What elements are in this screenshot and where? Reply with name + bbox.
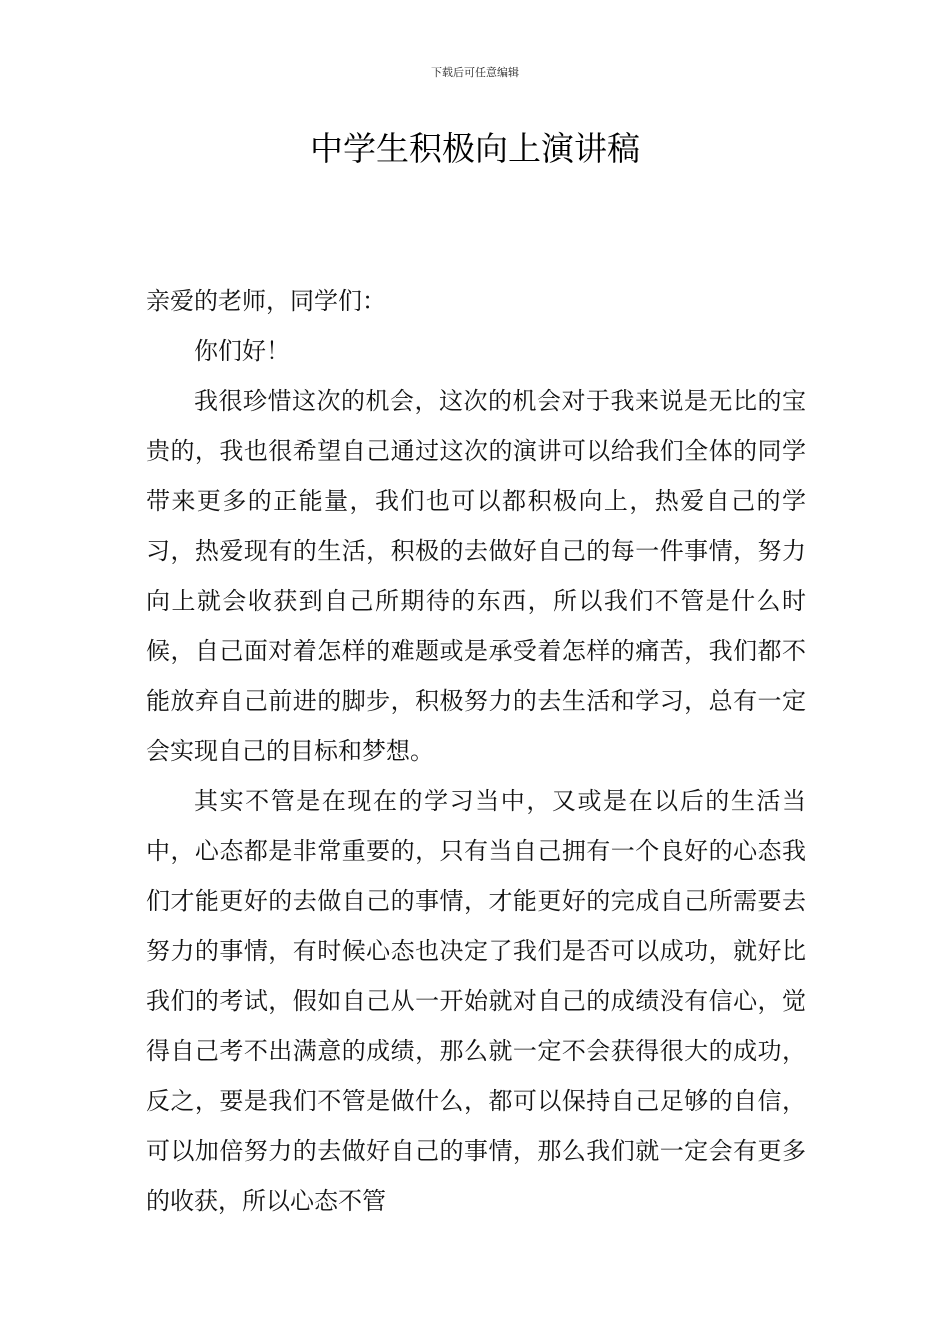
document-body xyxy=(146,276,806,1226)
salutation: 亲爱的老师，同学们： xyxy=(146,287,386,315)
paragraph-1: 我很珍惜这次的机会，这次的机会对于我来说是无比的宝贵的，我也很希望自己通过这次的演讲可以给我们全体的同学带来更多的正能量，我们也可以都积极向上，热爱自己的学习，热爱现有的生活，积极的去做好自己的每一件事情，努力向上就会收获到自己所期待的东西，所以我们不管是什么时候，自己面对着怎样的难题或是承受着怎样的痛苦，我们都不能放弃自己前进的脚步，积极努力的去生活和学习，总有一定会实现自己的目标和梦想。 xyxy=(146,387,806,765)
greeting: 你们好！ xyxy=(194,337,290,365)
paragraph-2: 其实不管是在现在的学习当中，又或是在以后的生活当中，心态都是非常重要的，只有当自己拥有一个良好的心态我们才能更好的去做自己的事情，才能更好的完成自己所需要去努力的事情，有时候心态也决定了我们是否可以成功，就好比我们的考试，假如自己从一开始就对自己的成绩没有信心，觉得自己考不出满意的成绩，那么就一定不会获得很大的成功，反之，要是我们不管是做什么，都可以保持自己足够的自信，可以加倍努力的去做好自己的事情，那么我们就一定会有更多的收获，所以心态不管 xyxy=(146,787,806,1215)
header-note: 下载后可任意编辑 xyxy=(431,66,519,79)
document-title: 中学生积极向上演讲稿 xyxy=(310,129,640,168)
